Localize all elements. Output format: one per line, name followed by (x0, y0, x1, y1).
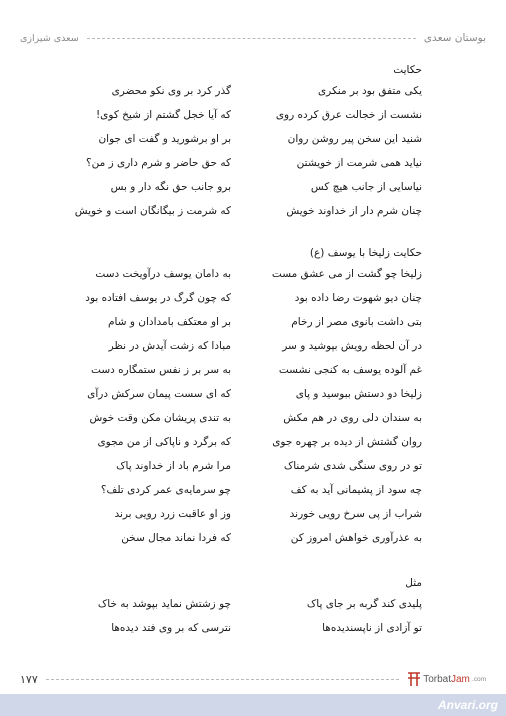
author-name: سعدی شیرازی (20, 32, 79, 44)
first-hemistich: پلیدی کند گربه بر جای پاک (306, 598, 422, 610)
header-divider (87, 38, 416, 39)
verse-line (0, 432, 506, 456)
second-hemistich: که حق حاضر و شرم داری ز من؟ (86, 157, 231, 169)
site-logo (407, 671, 486, 687)
second-hemistich: که آیا خجل گشتم از شیخ کوی! (95, 109, 231, 121)
second-hemistich: که شرمت ز بیگانگان است و خویش (74, 205, 231, 217)
second-hemistich: که ای سست پیمان سرکش درآی (87, 388, 231, 400)
verse-line (0, 456, 506, 480)
second-hemistich: به دامان یوسف درآویخت دست (95, 268, 231, 280)
verse-line (0, 408, 506, 432)
second-hemistich: گذر کرد بر وی نکو محضری (111, 85, 231, 97)
second-hemistich: نترسی که بر وی فتد دیده‌ها (111, 622, 231, 634)
verse-line (0, 594, 506, 618)
verse-line (0, 81, 506, 105)
page-number: ۱۷۷ (20, 672, 38, 686)
first-hemistich: نیاید همی شرمت از خویشتن (296, 157, 422, 169)
section-hekayat (0, 60, 506, 225)
verse-line (0, 312, 506, 336)
second-hemistich: که چون گرگ در یوسف افتاده بود (85, 292, 231, 304)
first-hemistich: زلیخا دو دستش ببوسید و پای (295, 388, 422, 400)
first-hemistich: به عذرآوری خواهش امروز کن (290, 532, 422, 544)
second-hemistich: وز او عاقبت زرد رویی برند (114, 508, 231, 520)
logo-text (423, 674, 470, 685)
section-title: مثل (405, 577, 422, 589)
verse-line (0, 264, 506, 288)
page-footer (20, 669, 486, 689)
verse-line (0, 504, 506, 528)
logo-domain: .com (471, 675, 486, 683)
first-hemistich: روان گشتش از دیده بر چهره جوی (272, 436, 422, 448)
book-title: بوستان سعدی (423, 32, 486, 44)
first-hemistich: چه سود از پشیمانی آید به کف (290, 484, 422, 496)
second-hemistich: برو جانب حق نگه دار و بس (110, 181, 231, 193)
verse-line (0, 201, 506, 225)
first-hemistich: غم آلوده یوسف به کنجی نشست (278, 364, 422, 376)
verse-line (0, 618, 506, 642)
first-hemistich: نشست از خجالت عرق کرده روی (275, 109, 422, 121)
first-hemistich: چنان دیو شهوت رضا داده بود (294, 292, 422, 304)
verse-line (0, 528, 506, 552)
second-hemistich: که برگرد و ناپاکی از من مجوی (97, 436, 231, 448)
second-hemistich: به سر بر ز نفس ستمگاره دست (91, 364, 231, 376)
second-hemistich: به تندی پریشان مکن وقت خوش (89, 412, 231, 424)
section-zoleikha (0, 243, 506, 552)
first-hemistich: تو در روی سنگی شدی شرمناک (283, 460, 422, 472)
first-hemistich: بتی داشت بانوی مصر از رخام (291, 316, 422, 328)
watermark-bar (0, 694, 506, 716)
second-hemistich: مرا شرم باد از خداوند پاک (116, 460, 231, 472)
first-hemistich: یکی متفق بود بر منکری (317, 85, 422, 97)
first-hemistich: زلیخا چو گشت از می عشق مست (271, 268, 422, 280)
second-hemistich: بر او معتکف بامدادان و شام (108, 316, 231, 328)
verse-line (0, 129, 506, 153)
verse-line (0, 336, 506, 360)
first-hemistich: تو آزادی از ناپسندیده‌ها (322, 622, 422, 634)
verse-line (0, 384, 506, 408)
first-hemistich: چنان شرم دار از خداوند خویش (286, 205, 422, 217)
second-hemistich: که فردا نماند مجال سخن (121, 532, 231, 544)
footer-divider (46, 679, 399, 680)
verse-line (0, 153, 506, 177)
first-hemistich: شراب از پی سرخ رویی خورند (289, 508, 422, 520)
second-hemistich: بر او برشورید و گفت ای جوان (98, 133, 231, 145)
logo-suffix: Jam (451, 673, 470, 685)
verse-line (0, 177, 506, 201)
second-hemistich: چو سرمایه‌ی عمر کردی تلف؟ (100, 484, 231, 496)
watermark-text: Anvari.org (437, 698, 498, 712)
second-hemistich: مبادا که زشت آیدش در نظر (108, 340, 231, 352)
section-masal (0, 573, 506, 642)
first-hemistich: در آن لحظه رویش بپوشید و سر (282, 340, 422, 352)
page-header (20, 30, 486, 46)
verse-line (0, 105, 506, 129)
torbatjam-logo-icon (407, 671, 421, 687)
logo-prefix: Torbat (423, 673, 451, 685)
verse-line (0, 288, 506, 312)
section-title: حکایت زلیخا با یوسف (ع) (309, 247, 422, 259)
first-hemistich: به سندان دلی روی در هم مکش (283, 412, 422, 424)
verse-line (0, 360, 506, 384)
first-hemistich: شنید این سخن پیر روشن روان (287, 133, 422, 145)
section-title: حکایت (393, 64, 422, 76)
verse-line (0, 480, 506, 504)
second-hemistich: چو زشتش نماید بپوشد به خاک (97, 598, 231, 610)
first-hemistich: نیاسایی از جانب هیچ کس (310, 181, 422, 193)
